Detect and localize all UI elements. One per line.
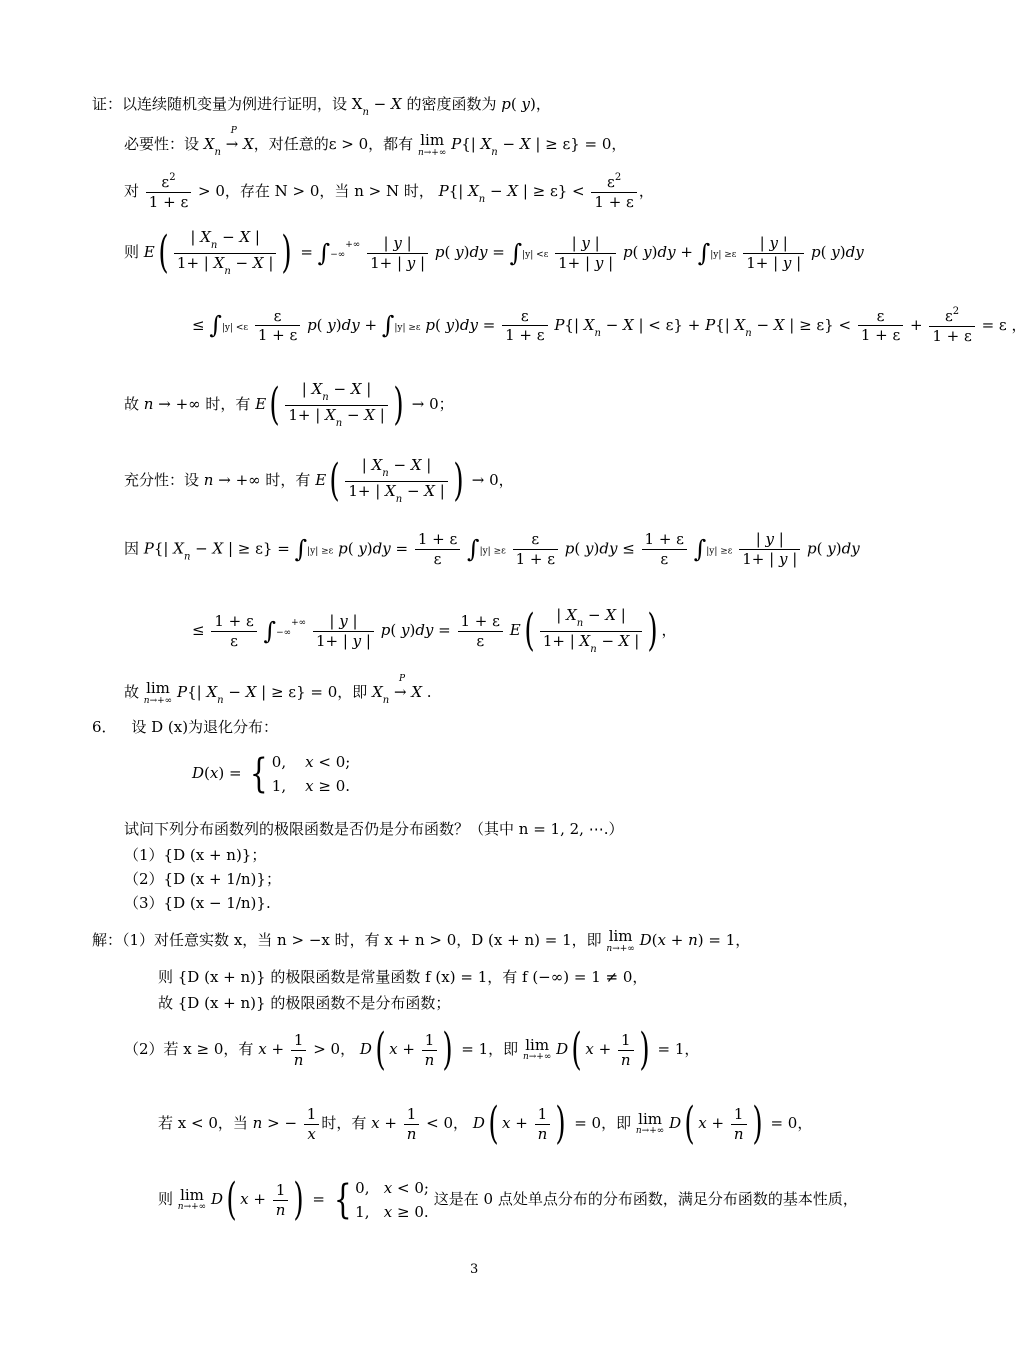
problem-6-item-2: （2）{D (x + 1/n)}； xyxy=(124,870,281,888)
solution-part-4: 则 lim n→+∞ D( x + $\frac{1}{n}$ ) = { 0, x < 0; 1, x ≥ 0. 这是在 0 点处单点分布的分布函数，满足分布函数的基本性质， xyxy=(158,1174,858,1225)
degenerate-distribution-definition: D(x) = { 0, x < 0; 1, x ≥ 0. xyxy=(192,751,351,797)
solution-part-1c: 故 {D (x + n)} 的极限函数不是分布函数； xyxy=(158,994,451,1012)
hence-line: 故 n → +∞ 时，有 E( $\frac{| X_n - X |}{1+ | X_n - X |}$ ) → 0； xyxy=(124,379,454,430)
solution-part-1b: 则 {D (x + n)} 的极限函数是常量函数 f (x) = 1，有 f (−∞) = 1 ≠ 0， xyxy=(158,968,648,986)
sufficiency-line: 充分性：设 n → +∞ 时，有 E( $\frac{| X_n - X |}{1+ | X_n - X |}$ ) → 0， xyxy=(124,455,514,506)
problem-6-item-3: （3）{D (x − 1/n)}. xyxy=(124,894,271,912)
conclusion-line: 故 lim n→+∞ P{| $X_n - X$ | ≥ ε} = 0，即 $X_n$ → P X . xyxy=(124,674,432,707)
problem-6-item-1: （1）{D (x + n)}； xyxy=(124,846,267,864)
solution-part-3: 若 x < 0，当 n > − $\frac{1}{x}$ 时，有 x + $\frac{1}{n}$ < 0， D( x + $\frac{1}{n}$ ) = 0，即 lim n→+∞ D( x + $\frac{1}{n}$ ) = 0， xyxy=(158,1098,813,1149)
page-number: 3 xyxy=(470,1262,479,1277)
expectation-line: 则 E( $\frac{| X_n - X |}{1+ | X_n - X |}$ ) = ∫−∞+∞ $\frac{| y |}{1+ | y |}$ p( y)dy = ∫|y| <ε $\frac{| y |}{1+ | y |}$ p( y)dy + ∫|y| ≥ε $\frac{| y |}{1+ | y |}$ p( y)dy xyxy=(124,227,864,278)
bound-line: ≤ ∫|y| <ε $\frac{\varepsilon}{1 + \varepsilon}$ p( y)dy + ∫|y| ≥ε p( y)dy = $\frac{\varepsilon}{1 + \varepsilon}$ P{| $X_n - X$ | < ε} + P{| $X_n - X$ | ≥ ε} < $\frac{\varepsilon}{1 + \varepsilon}$ + $\frac{\varepsilon^2}{1 + \varepsilon}$ = ε ， xyxy=(192,306,1026,345)
because-line: 因 P{| $X_n - X$ | ≥ ε} = ∫|y| ≥ε p( y)dy = $\frac{1 + \varepsilon}{\varepsilon}$ ∫|y| ≥ε $\frac{\varepsilon}{1 + \varepsilon}$ p( y)dy ≤ $\frac{1 + \varepsilon}{\varepsilon}$ ∫|y| ≥ε $\frac{| y |}{1+ | y |}$ p( y)dy xyxy=(124,530,860,568)
epsilon-line: 对 $\frac{\varepsilon^2}{1 + \varepsilon}$ > 0，存在 N > 0，当 n > N 时， P{| $X_n - X$ | ≥ ε} < $\frac{\varepsilon^2}{1 + \varepsilon}$ ， xyxy=(124,172,654,211)
necessity-line: 必要性：设 $X_n$ → P X，对任意的ε > 0，都有 lim n→+∞ P{| $X_n - X$ | ≥ ε} = 0， xyxy=(124,126,627,159)
problem-6-statement: 6． 设 D (x)为退化分布： xyxy=(92,718,279,736)
solution-part-2: （2）若 x ≥ 0，有 x + $\frac{1}{n}$ > 0， D( x + $\frac{1}{n}$ ) = 1，即 lim n→+∞ D( x + $\frac{1}{n}$ ) = 1， xyxy=(124,1024,700,1075)
proof-intro: 证：以连续随机变量为例进行证明，设 $X_n - X$ 的密度函数为 p( y)， xyxy=(92,95,551,118)
because-bound-line: ≤ $\frac{1 + \varepsilon}{\varepsilon}$ ∫−∞+∞ $\frac{| y |}{1+ | y |}$ p( y)dy = $\frac{1 + \varepsilon}{\varepsilon}$ E( $\frac{| X_n - X |}{1+ | X_n - X |}$ ) ， xyxy=(192,605,677,656)
problem-6-question: 试问下列分布函数列的极限函数是否仍是分布函数？（其中 n = 1, 2, ⋯.） xyxy=(124,820,624,838)
solution-part-1: 解：（1）对任意实数 x，当 n > −x 时，有 x + n > 0，D (x + n) = 1，即 lim n→+∞ D(x + n) = 1， xyxy=(92,927,751,954)
